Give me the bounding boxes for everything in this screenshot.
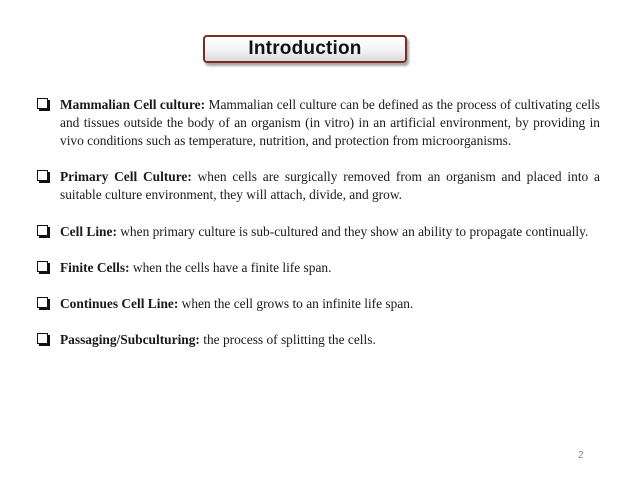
page-number: 2 bbox=[578, 450, 584, 461]
bullet-term: Passaging/Subculturing: bbox=[60, 332, 200, 347]
title-box bbox=[203, 35, 407, 63]
checkbox-bullet-icon bbox=[37, 297, 48, 308]
bullet-term: Finite Cells: bbox=[60, 260, 130, 275]
checkbox-bullet-icon bbox=[37, 333, 48, 344]
bullet-text: Mammalian cell culture can be defined as the process of cultivating cells and tissues outside the body of an organism (in vitro) in an artificial environment, by providing in vivo conditions such as temperature, nutrition, and protection from microorganisms. bbox=[60, 97, 601, 148]
bullet-item-passaging-subculturing bbox=[36, 331, 600, 349]
bullet-item-primary-cell-culture bbox=[36, 168, 600, 204]
bullet-list bbox=[36, 96, 600, 349]
bullet-item-cell-line bbox=[36, 223, 600, 241]
bullet-item-finite-cells bbox=[36, 259, 600, 277]
bullet-text: when primary culture is sub-cultured and they show an ability to propagate continually. bbox=[116, 224, 589, 239]
bullet-item-continues-cell-line bbox=[36, 295, 600, 313]
bullet-term: Continues Cell Line: bbox=[60, 296, 179, 311]
checkbox-bullet-icon bbox=[37, 225, 48, 236]
checkbox-bullet-icon bbox=[37, 261, 48, 272]
bullet-term: Primary Cell Culture: bbox=[60, 169, 192, 184]
checkbox-bullet-icon bbox=[37, 170, 48, 181]
bullet-term: Mammalian Cell culture: bbox=[60, 97, 206, 112]
bullet-text: when cells are surgically removed from an organism and placed into a suitable culture environment, they will attach, divide, and grow. bbox=[60, 169, 600, 202]
bullet-text: when the cells have a finite life span. bbox=[129, 260, 332, 275]
bullet-item-mammalian-cell-culture bbox=[36, 96, 600, 150]
bullet-text: the process of splitting the cells. bbox=[199, 332, 376, 347]
checkbox-bullet-icon bbox=[37, 98, 48, 109]
bullet-text: when the cell grows to an infinite life span. bbox=[178, 296, 414, 311]
slide-title: Introduction bbox=[248, 38, 362, 59]
bullet-term: Cell Line: bbox=[60, 224, 117, 239]
